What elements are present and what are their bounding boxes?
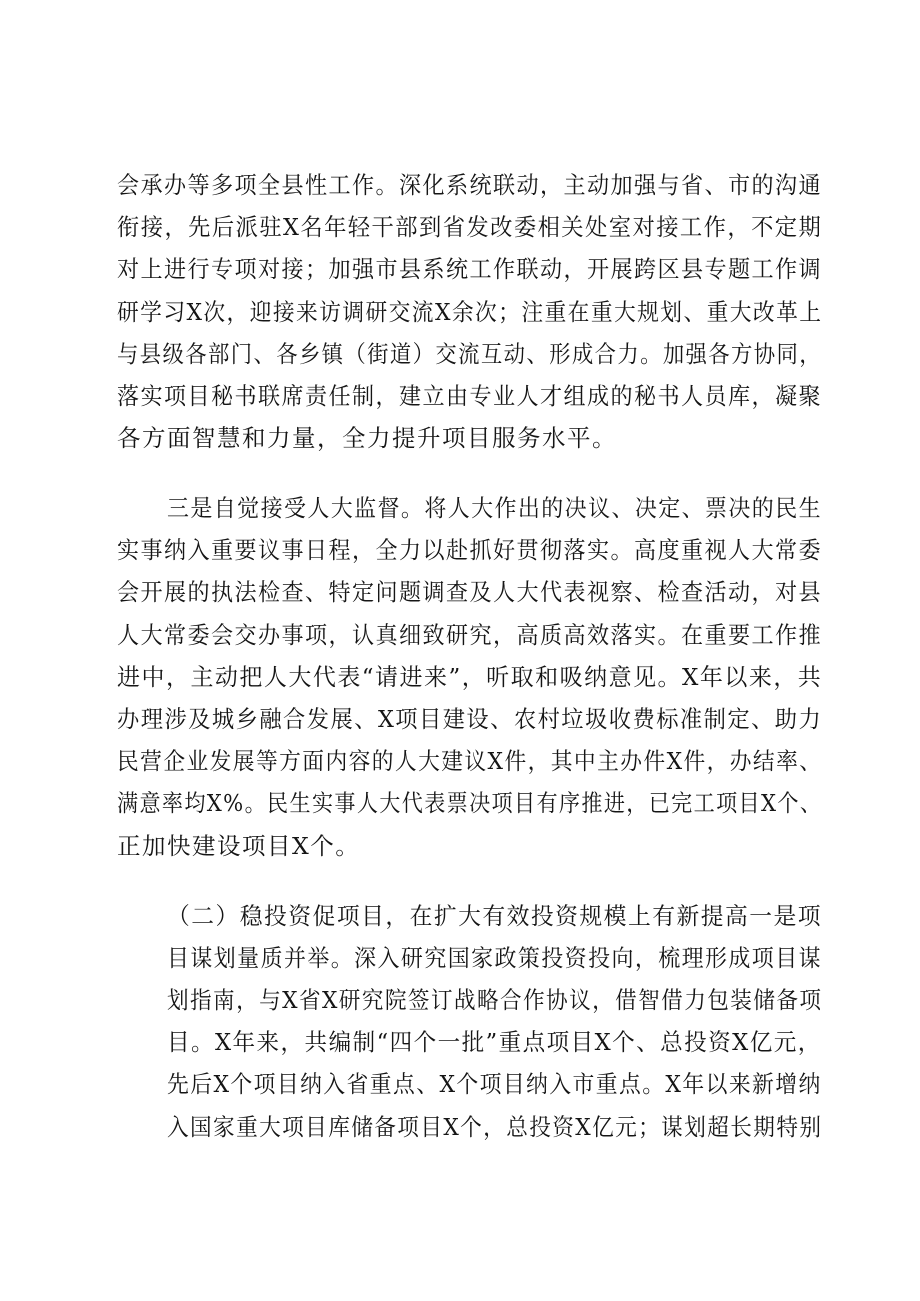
text-line: 入国家重大项目库储备项目X个，总投资X亿元；谋划超长期特别 xyxy=(167,1113,823,1141)
text-line: 实事纳入重要议事日程，全力以赴抓好贯彻落实。高度重视人大常委 xyxy=(117,536,822,564)
text-line: （二）稳投资促项目，在扩大有效投资规模上有新提高一是项 xyxy=(167,902,823,930)
text-line: 满意率均X%。民生实事人大代表票决项目有序推进，已完工项目X个、 xyxy=(117,789,823,817)
text-line: 正加快建设项目X个。 xyxy=(117,832,361,860)
text-line: 研学习X次，迎接来访调研交流X余次；注重在重大规划、重大改革上 xyxy=(117,298,823,326)
text-line: 民营企业发展等方面内容的人大建议X件，其中主办件X件，办结率、 xyxy=(117,747,823,775)
text-line: 会开展的执法检查、特定问题调查及人大代表视察、检查活动，对县 xyxy=(117,578,822,606)
text-line: 三是自觉接受人大监督。将人大作出的决议、决定、票决的民生 xyxy=(167,494,822,522)
text-line: 落实项目秘书联席责任制，建立由专业人才组成的秘书人员库，凝聚 xyxy=(117,382,822,410)
text-line: 目。X年来，共编制“四个一批”重点项目X个、总投资X亿元， xyxy=(167,1028,822,1056)
text-line: 划指南，与X省X研究院签订战略合作协议，借智借力包装储备项 xyxy=(167,986,823,1014)
text-line: 对上进行专项对接；加强市县系统工作联动，开展跨区县专题工作调 xyxy=(117,255,822,283)
text-line: 目谋划量质并举。深入研究国家政策投资投向，梳理形成项目谋 xyxy=(167,944,822,972)
text-line: 进中，主动把人大代表“请进来”，听取和吸纳意见。X年以来，共 xyxy=(117,663,823,691)
text-line: 衔接，先后派驻X名年轻干部到省发改委相关处室对接工作，不定期 xyxy=(117,213,823,241)
text-line: 人大常委会交办事项，认真细致研究，高质高效落实。在重要工作推 xyxy=(117,621,822,649)
text-line: 各方面智慧和力量，全力提升项目服务水平。 xyxy=(117,424,617,452)
text-line: 办理涉及城乡融合发展、X项目建设、农村垃圾收费标准制定、助力 xyxy=(117,705,823,733)
text-line: 会承办等多项全县性工作。深化系统联动，主动加强与省、市的沟通 xyxy=(117,171,822,199)
text-line: 与县级各部门、各乡镇（街道）交流互动、形成合力。加强各方协同， xyxy=(117,340,823,368)
text-line: 先后X个项目纳入省重点、X个项目纳入市重点。X年以来新增纳 xyxy=(167,1070,822,1098)
